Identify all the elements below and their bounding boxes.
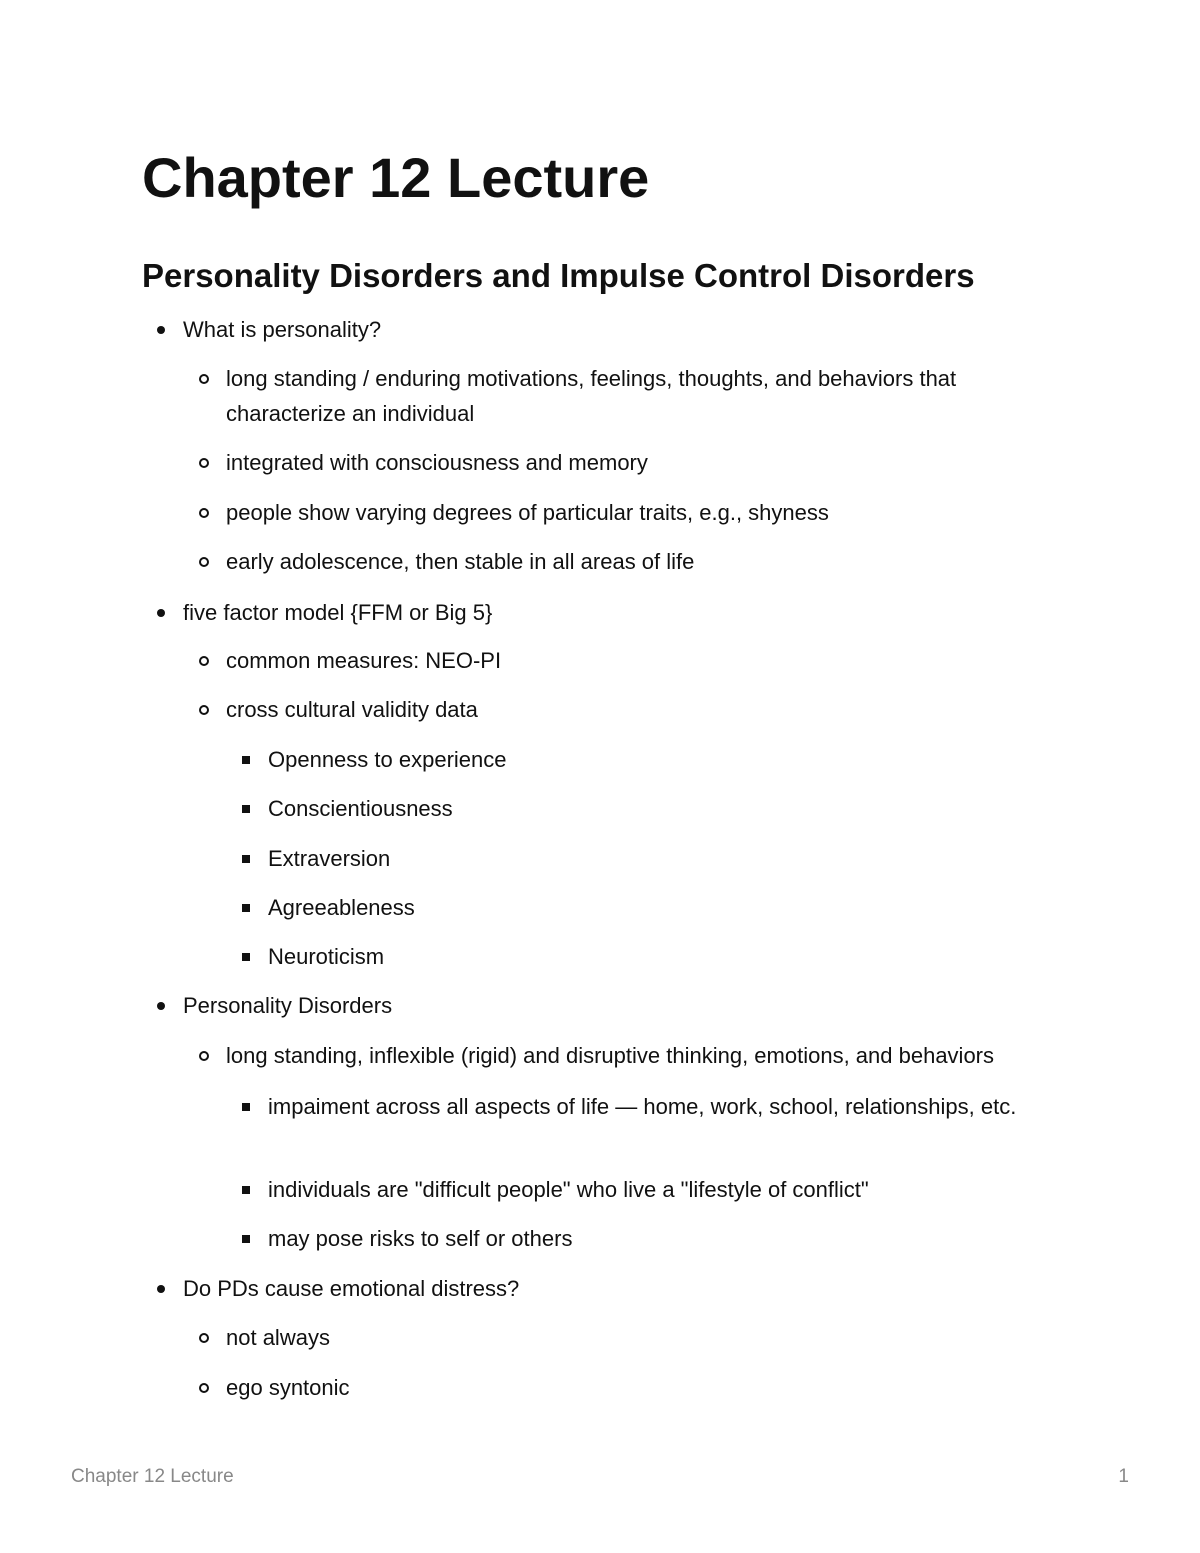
- list-item: [268, 1221, 1048, 1256]
- bullet-circle-icon: [199, 458, 209, 468]
- list-item-text: people show varying degrees of particular traits, e.g., shyness: [226, 500, 829, 525]
- list-item: [268, 791, 1048, 826]
- bullet-circle-icon: [199, 705, 209, 715]
- document-title: Chapter 12 Lecture: [142, 146, 650, 209]
- bullet-square-icon: [242, 756, 250, 764]
- bullet-disc-icon: [157, 609, 165, 617]
- list-item-text: early adolescence, then stable in all areas of life: [226, 549, 695, 574]
- list-item-text: not always: [226, 1325, 330, 1350]
- list-item-text: long standing, inflexible (rigid) and disruptive thinking, emotions, and behaviors: [226, 1043, 995, 1068]
- bullet-square-icon: [242, 953, 250, 961]
- list-item-text: five factor model {FFM or Big 5}: [183, 600, 493, 625]
- page-number: 1: [1118, 1466, 1129, 1487]
- list-item: [226, 692, 1046, 727]
- bullet-circle-icon: [199, 557, 209, 567]
- list-item: [183, 988, 392, 1023]
- list-item: [226, 1320, 1046, 1355]
- bullet-circle-icon: [199, 656, 209, 666]
- bullet-circle-icon: [199, 1383, 209, 1393]
- list-item-text: may pose risks to self or others: [268, 1226, 573, 1251]
- bullet-square-icon: [242, 1186, 250, 1194]
- footer-title: Chapter 12 Lecture: [71, 1466, 234, 1487]
- list-item: [226, 643, 1046, 678]
- bullet-circle-icon: [199, 1051, 209, 1061]
- bullet-square-icon: [242, 1235, 250, 1243]
- list-item-text: individuals are "difficult people" who live a "lifestyle of conflict": [268, 1177, 869, 1202]
- bullet-circle-icon: [199, 374, 209, 384]
- list-item-text: Do PDs cause emotional distress?: [183, 1276, 520, 1301]
- list-item: [183, 1271, 519, 1306]
- list-item: [183, 595, 492, 630]
- list-item: [268, 841, 1048, 876]
- list-item-text: Extraversion: [268, 846, 391, 871]
- section-heading: Personality Disorders and Impulse Control Disorders: [142, 257, 975, 294]
- list-item: [226, 544, 1046, 579]
- list-item: [183, 312, 381, 347]
- bullet-disc-icon: [157, 1002, 165, 1010]
- list-item: [268, 890, 1048, 925]
- list-item: [226, 445, 1046, 480]
- bullet-square-icon: [242, 855, 250, 863]
- bullet-square-icon: [242, 1103, 250, 1111]
- list-item: [268, 742, 1048, 777]
- list-item-text: common measures: NEO-PI: [226, 648, 502, 673]
- list-item: [268, 1089, 1048, 1124]
- list-item-text: Openness to experience: [268, 747, 507, 772]
- list-item-text: Agreeableness: [268, 895, 415, 920]
- bullet-circle-icon: [199, 1333, 209, 1343]
- list-item: [226, 1038, 1046, 1073]
- list-item: [268, 1172, 1048, 1207]
- list-item-text: Conscientiousness: [268, 796, 453, 821]
- bullet-disc-icon: [157, 1285, 165, 1293]
- list-item-text: long standing / enduring motivations, feelings, thoughts, and behaviors that characterize an individual: [226, 366, 957, 426]
- list-item: [226, 1370, 1046, 1405]
- list-item: [226, 361, 1046, 431]
- list-item-text: Neuroticism: [268, 944, 385, 969]
- list-item-text: Personality Disorders: [183, 993, 393, 1018]
- bullet-disc-icon: [157, 326, 165, 334]
- bullet-square-icon: [242, 904, 250, 912]
- bullet-circle-icon: [199, 508, 209, 518]
- bullet-square-icon: [242, 805, 250, 813]
- list-item: [268, 939, 1048, 974]
- list-item-text: What is personality?: [183, 317, 382, 342]
- list-item-text: impaiment across all aspects of life — home, work, school, relationships, etc.: [268, 1094, 1017, 1119]
- list-item-text: ego syntonic: [226, 1375, 350, 1400]
- list-item: [226, 495, 1046, 530]
- list-item-text: integrated with consciousness and memory: [226, 450, 648, 475]
- list-item-text: cross cultural validity data: [226, 697, 478, 722]
